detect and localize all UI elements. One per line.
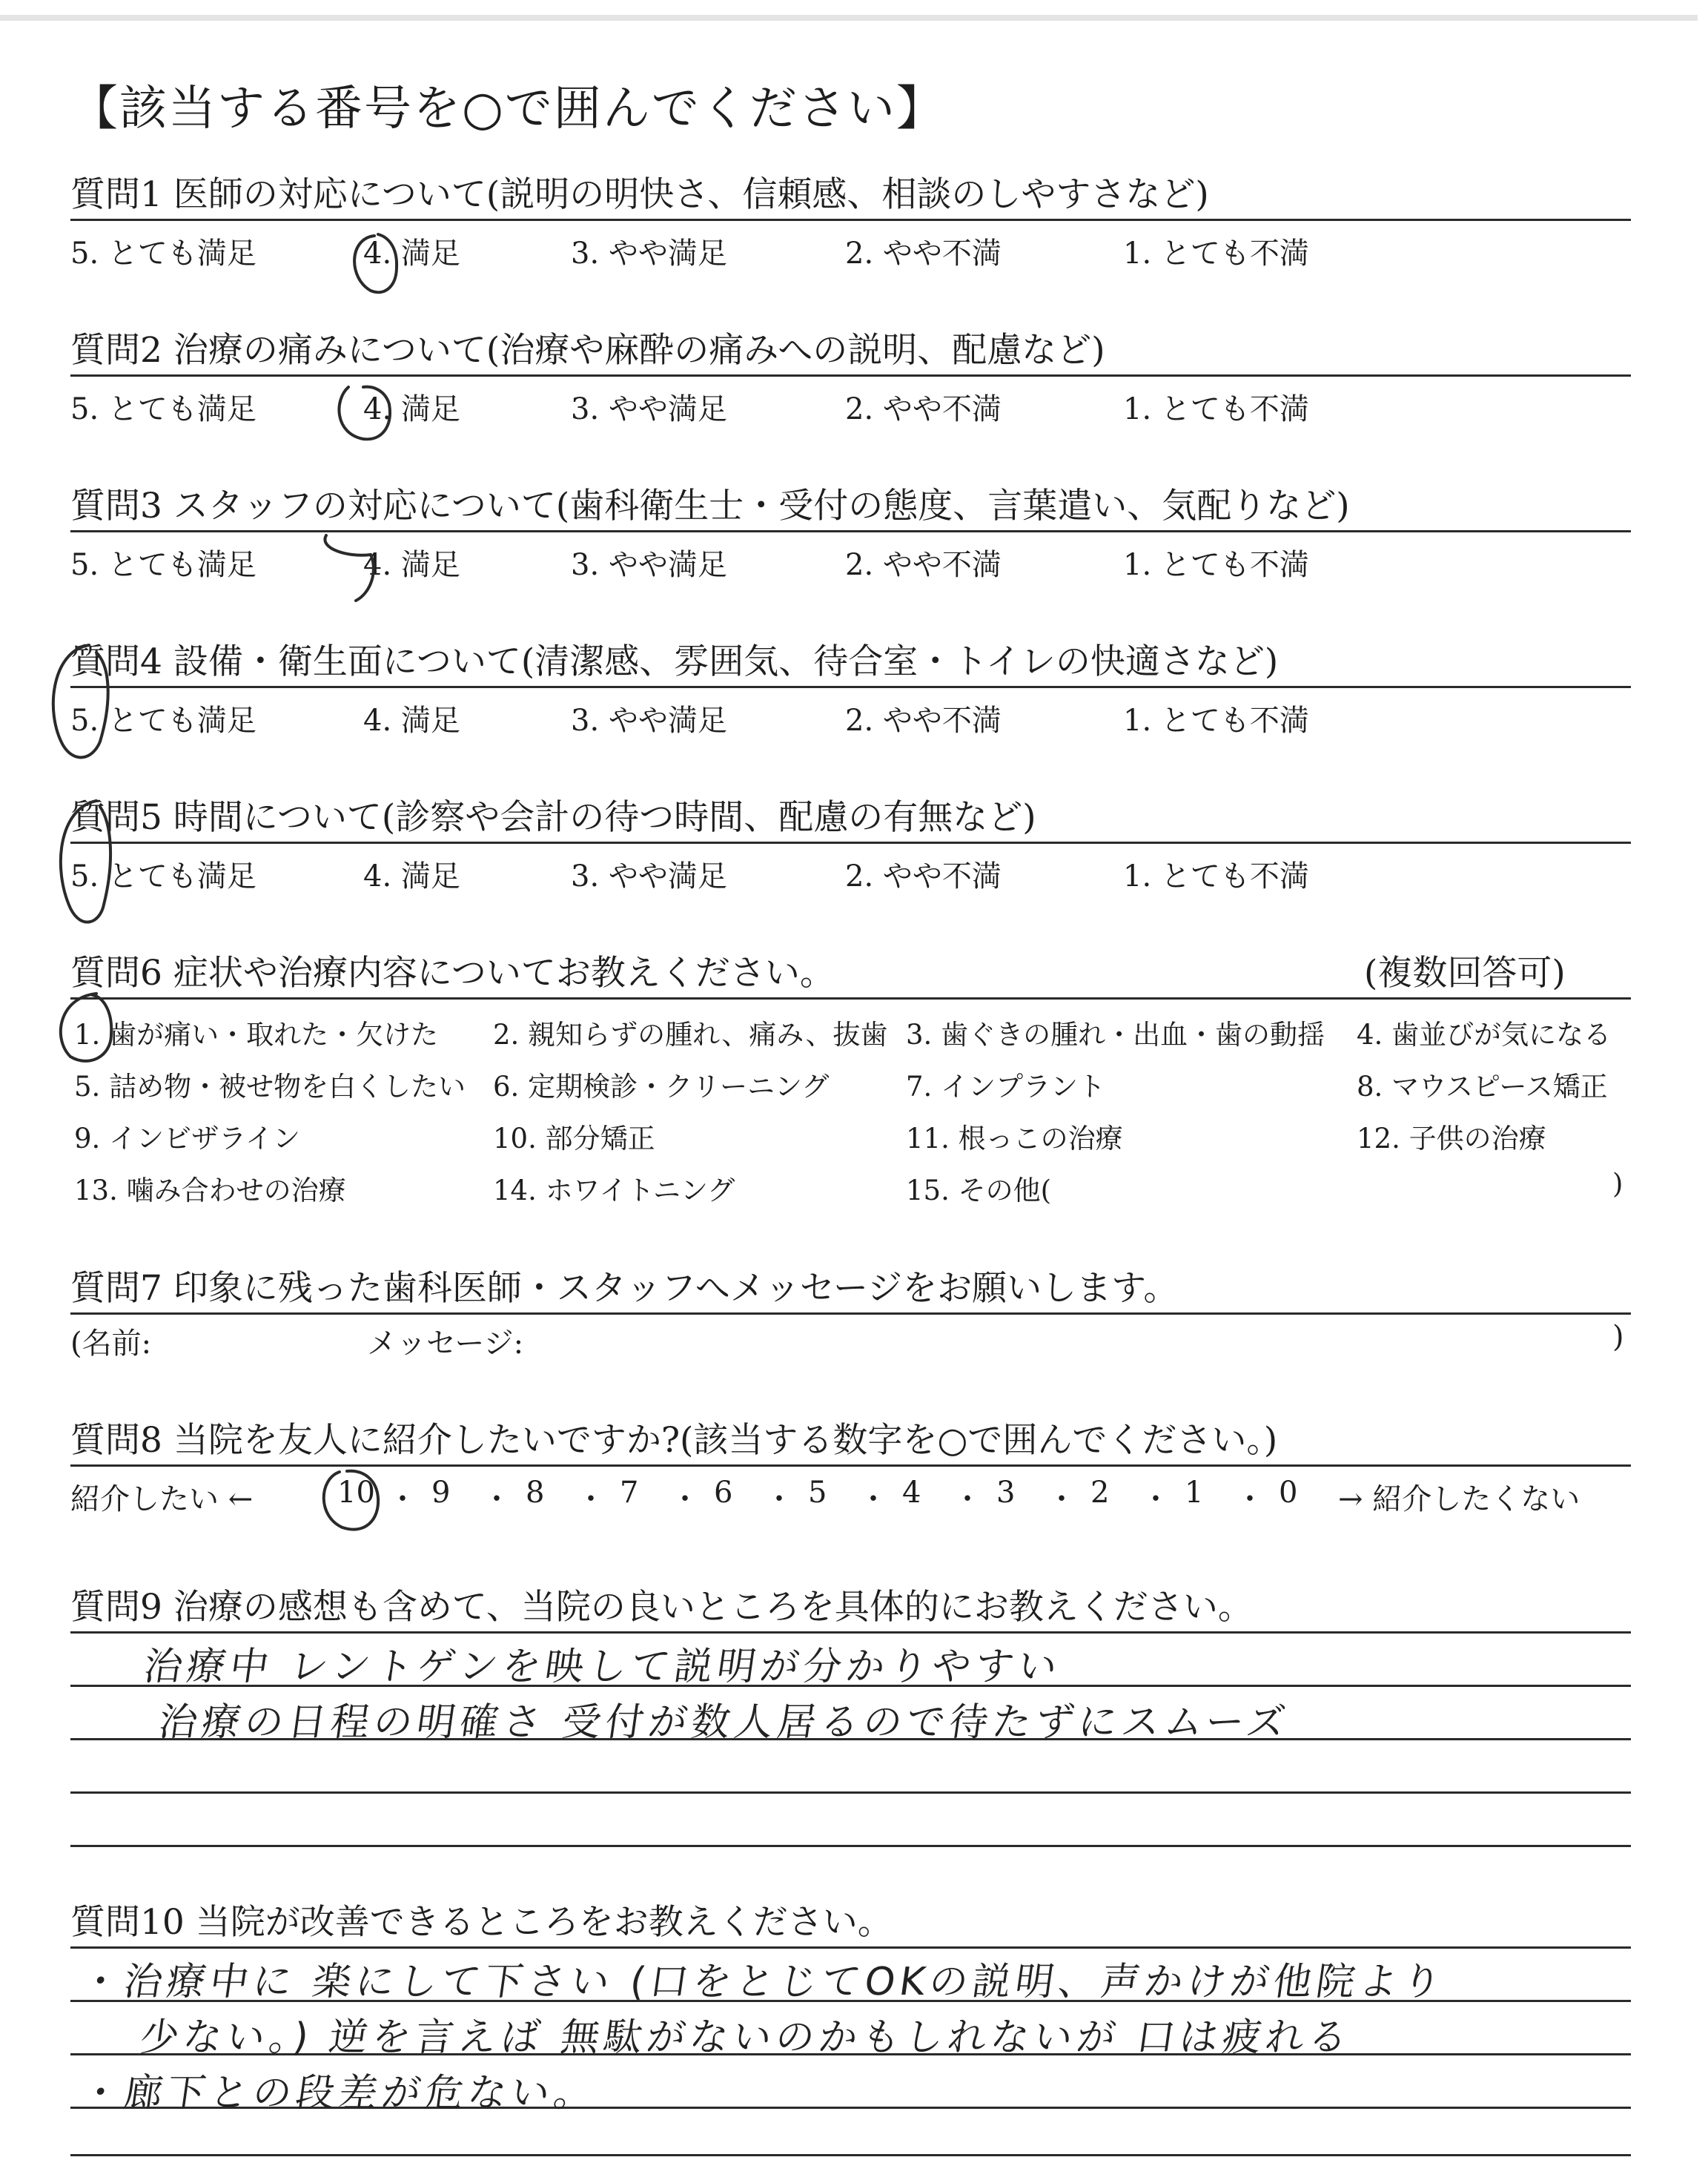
question-7-heading: 質問7 印象に残った歯科医師・スタッフへメッセージをお願いします。 <box>70 1268 1179 1309</box>
q8-scale-separator: ・ <box>953 1482 982 1516</box>
question-7-rule <box>70 1312 1631 1315</box>
q9-line-1 <box>70 1631 1631 1634</box>
q1-option-5[interactable]: 5. とても満足 <box>70 237 256 271</box>
question-2-rule <box>70 374 1631 377</box>
q6-item-8[interactable]: 8. マウスピース矯正 <box>1357 1071 1608 1103</box>
question-8-rule <box>70 1464 1631 1467</box>
page-title: 【該当する番号を○で囲んでください】 <box>70 82 945 136</box>
q10-answer-line-1: ・治療中に 楽にして下さい (口をとじてOKの説明、声かけが他院より <box>78 1960 1449 2004</box>
question-9-heading: 質問9 治療の感想も含めて、当院の良いところを具体的にお教えください。 <box>70 1587 1253 1628</box>
q7-message-label: メッセージ: <box>367 1327 524 1361</box>
q8-scale-separator: ・ <box>764 1482 794 1516</box>
q1-option-1[interactable]: 1. とても不満 <box>1123 237 1309 271</box>
q9-answer-line-2: 治療の日程の明確さ 受付が数人居るので待たずにスムーズ <box>156 1700 1293 1745</box>
question-5-rule <box>70 842 1631 844</box>
q8-scale-separator: ・ <box>388 1482 417 1516</box>
question-1-heading: 質問1 医師の対応について(説明の明快さ、信頼感、相談のしやすさなど) <box>70 174 1209 215</box>
q9-line-5 <box>70 1845 1631 1847</box>
q7-close-paren: ) <box>1612 1320 1624 1354</box>
q1-option-4[interactable]: 4. 満足 <box>363 237 460 271</box>
q8-scale-0[interactable]: 0 <box>1279 1476 1298 1510</box>
q8-scale-3[interactable]: 3 <box>996 1476 1016 1510</box>
q6-item-7[interactable]: 7. インプラント <box>906 1071 1106 1103</box>
q8-scale-6[interactable]: 6 <box>714 1476 733 1510</box>
q3-option-2[interactable]: 2. やや不満 <box>845 548 1002 582</box>
q6-item-1[interactable]: 1. 歯が痛い・取れた・欠けた <box>74 1019 439 1051</box>
q6-item-4[interactable]: 4. 歯並びが気になる <box>1357 1019 1612 1051</box>
q6-item-10[interactable]: 10. 部分矯正 <box>493 1123 655 1155</box>
question-4-rule <box>70 686 1631 688</box>
q2-option-5[interactable]: 5. とても満足 <box>70 392 256 426</box>
q5-option-1[interactable]: 1. とても不満 <box>1123 859 1309 894</box>
q6-item-2[interactable]: 2. 親知らずの腫れ、痛み、抜歯 <box>493 1019 888 1051</box>
q3-option-5[interactable]: 5. とても満足 <box>70 548 256 582</box>
q6-item-13[interactable]: 13. 噛み合わせの治療 <box>74 1175 346 1206</box>
question-3-rule <box>70 530 1631 532</box>
q8-scale-separator: ・ <box>1235 1482 1265 1516</box>
q4-option-1[interactable]: 1. とても不満 <box>1123 704 1309 738</box>
q6-item-15[interactable]: 15. その他( <box>906 1175 1052 1206</box>
q6-other-close-paren: ) <box>1612 1168 1623 1200</box>
q10-line-5 <box>70 2154 1631 2156</box>
q6-item-11[interactable]: 11. 根っこの治療 <box>906 1123 1123 1155</box>
q8-scale-10[interactable]: 10 <box>337 1476 375 1510</box>
q8-scale-1[interactable]: 1 <box>1185 1476 1204 1510</box>
q1-option-3[interactable]: 3. やや満足 <box>571 237 727 271</box>
question-5-heading: 質問5 時間について(診察や会計の待つ時間、配慮の有無など) <box>70 797 1036 838</box>
q5-option-4[interactable]: 4. 満足 <box>363 859 460 894</box>
question-8-heading: 質問8 当院を友人に紹介したいですか?(該当する数字を○で囲んでください。) <box>70 1420 1278 1461</box>
q3-option-1[interactable]: 1. とても不満 <box>1123 548 1309 582</box>
question-2-heading: 質問2 治療の痛みについて(治療や麻酔の痛みへの説明、配慮など) <box>70 330 1105 371</box>
q3-option-4[interactable]: 4. 満足 <box>363 548 460 582</box>
q8-scale-separator: ・ <box>670 1482 700 1516</box>
q8-scale-7[interactable]: 7 <box>620 1476 639 1510</box>
question-3-heading: 質問3 スタッフの対応について(歯科衛生士・受付の態度、言葉遣い、気配りなど) <box>70 486 1350 526</box>
q5-option-5[interactable]: 5. とても満足 <box>70 859 256 894</box>
q8-scale-5[interactable]: 5 <box>808 1476 827 1510</box>
q4-option-4[interactable]: 4. 満足 <box>363 704 460 738</box>
question-1-rule <box>70 219 1631 221</box>
q8-scale-separator: ・ <box>1141 1482 1171 1516</box>
q6-item-6[interactable]: 6. 定期検診・クリーニング <box>493 1071 830 1103</box>
q5-option-2[interactable]: 2. やや不満 <box>845 859 1002 894</box>
question-10-heading: 質問10 当院が改善できるところをお教えください。 <box>70 1902 893 1943</box>
q8-scale-2[interactable]: 2 <box>1090 1476 1110 1510</box>
q6-item-3[interactable]: 3. 歯ぐきの腫れ・出血・歯の動揺 <box>906 1019 1325 1051</box>
q8-scale-separator: ・ <box>576 1482 606 1516</box>
q4-option-2[interactable]: 2. やや不満 <box>845 704 1002 738</box>
q8-scale-separator: ・ <box>482 1482 512 1516</box>
question-6-note: (複数回答可) <box>1364 953 1566 994</box>
q4-option-3[interactable]: 3. やや満足 <box>571 704 727 738</box>
q8-scale-separator: ・ <box>1047 1482 1076 1516</box>
q8-scale-separator: ・ <box>858 1482 888 1516</box>
q1-option-2[interactable]: 2. やや不満 <box>845 237 1002 271</box>
q10-answer-line-2: 少ない。) 逆を言えば 無駄がないのかもしれないが 口は疲れる <box>137 2015 1355 2060</box>
q2-option-2[interactable]: 2. やや不満 <box>845 392 1002 426</box>
q3-option-3[interactable]: 3. やや満足 <box>571 548 727 582</box>
q2-option-1[interactable]: 1. とても不満 <box>1123 392 1309 426</box>
q8-scale-8[interactable]: 8 <box>526 1476 545 1510</box>
q7-name-label: (名前: <box>70 1327 152 1361</box>
q9-answer-line-1: 治療中 レントゲンを映して説明が分かりやすい <box>141 1645 1065 1689</box>
q5-option-3[interactable]: 3. やや満足 <box>571 859 727 894</box>
q4-option-5[interactable]: 5. とても満足 <box>70 704 256 738</box>
q8-left-label: 紹介したい ← <box>70 1482 254 1516</box>
q9-line-4 <box>70 1791 1631 1794</box>
q8-right-label: → 紹介したくない <box>1338 1482 1580 1516</box>
q6-item-14[interactable]: 14. ホワイトニング <box>493 1175 735 1206</box>
q6-item-9[interactable]: 9. インビザライン <box>74 1123 300 1155</box>
q10-answer-line-3: ・廊下との段差が危ない。 <box>78 2071 600 2116</box>
q8-scale-9[interactable]: 9 <box>431 1476 451 1510</box>
q6-item-12[interactable]: 12. 子供の治療 <box>1357 1123 1546 1155</box>
q6-item-5[interactable]: 5. 詰め物・被せ物を白くしたい <box>74 1071 466 1103</box>
q2-option-4[interactable]: 4. 満足 <box>363 392 460 426</box>
q8-scale-4[interactable]: 4 <box>902 1476 921 1510</box>
q2-option-3[interactable]: 3. やや満足 <box>571 392 727 426</box>
question-4-heading: 質問4 設備・衛生面について(清潔感、雰囲気、待合室・トイレの快適さなど) <box>70 641 1279 682</box>
q10-line-1 <box>70 1946 1631 1949</box>
question-6-rule <box>70 997 1631 1000</box>
question-6-heading: 質問6 症状や治療内容についてお教えください。 <box>70 953 835 994</box>
scan-top-edge <box>0 15 1698 21</box>
